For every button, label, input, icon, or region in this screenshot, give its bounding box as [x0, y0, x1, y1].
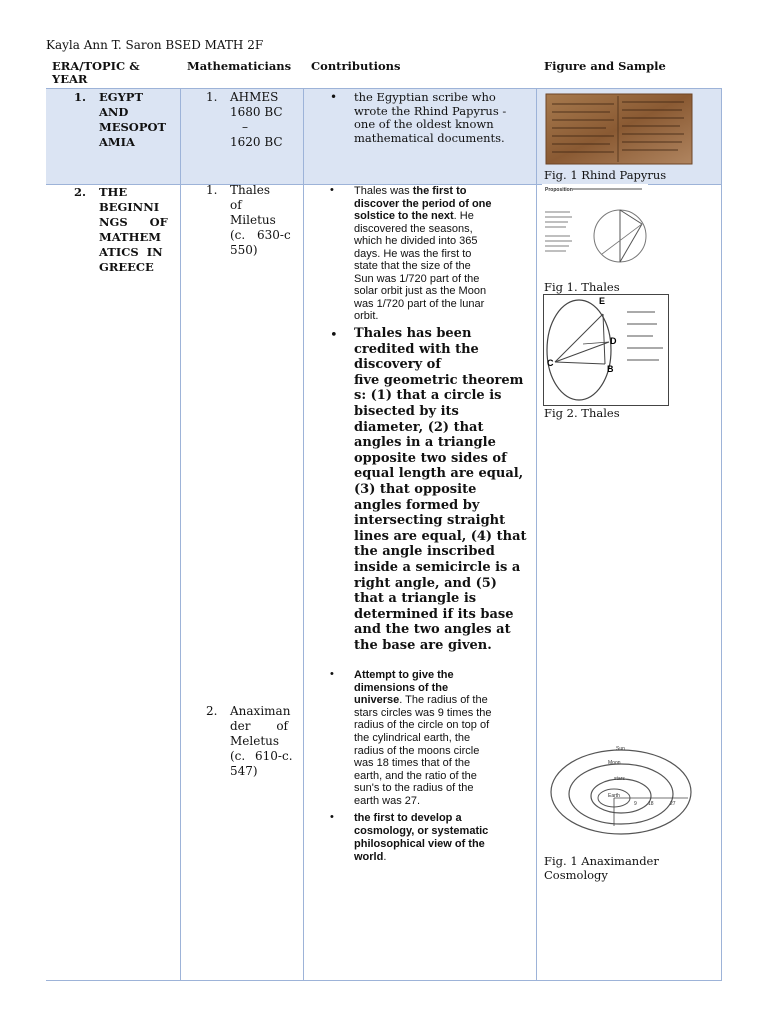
contribution-line: (3) that opposite [354, 481, 477, 497]
mathematician-line: 1620 BC [230, 135, 283, 149]
author-line: Kayla Ann T. Saron BSED MATH 2F [46, 38, 264, 52]
bold-text: philosophical view of the [354, 838, 485, 850]
contribution-line [354, 694, 534, 707]
mathematician-line: Miletus [230, 213, 276, 227]
text: radius of the circle on top of [354, 719, 490, 732]
era-line: ATICS IN [99, 245, 163, 259]
contribution-line: wrote the Rhind Papyrus - [354, 103, 507, 118]
contribution-line: five geometric theorem [354, 372, 524, 388]
diagram-label: 18 [648, 801, 654, 807]
contribution-line: one of the oldest known [354, 117, 494, 131]
mathematician-line: (c. 630-c [230, 228, 291, 242]
contribution-line [354, 235, 534, 248]
figure-caption: Fig. 1 Rhind Papyrus [544, 168, 667, 182]
text: stars circles was 9 times the [354, 706, 492, 719]
text: . The radius of the [399, 694, 488, 707]
text: Thales was [354, 185, 413, 197]
contribution-line: the Egyptian scribe who [354, 90, 496, 104]
contribution-line [354, 707, 534, 720]
row-2-contribution-3 [354, 669, 534, 808]
text: solar orbit just as the Moon [354, 285, 487, 297]
row-2-contribution-4 [354, 812, 534, 864]
contribution-line [354, 812, 534, 825]
mathematician-line: Meletus [230, 734, 280, 748]
list-number: 1. [206, 90, 218, 104]
header-mathematicians: Mathematicians [187, 59, 292, 73]
contribution-line: intersecting straight [354, 513, 506, 529]
bold-text: solstice to the next [354, 210, 454, 222]
anaximander-cosmology-diagram [548, 742, 694, 838]
contribution-line: the angle inscribed [354, 544, 495, 560]
era-line: MESOPOT [99, 120, 167, 134]
bold-text: cosmology, or systematic [354, 825, 489, 837]
diagram-label: stars [614, 776, 625, 782]
bullet-icon: • [330, 811, 334, 823]
contribution-line: lines are equal, (4) that [354, 528, 527, 544]
text: the cylindrical earth, the [354, 731, 471, 744]
text: . [383, 851, 387, 863]
diagram-label: 9 [634, 801, 637, 807]
diagram-label: 27 [670, 801, 676, 807]
mathematician-line: Thales of [230, 183, 270, 212]
row-2-contribution-2 [354, 326, 530, 653]
mathematician-line: 547) [230, 764, 258, 778]
table-border-top [46, 88, 722, 89]
rhind-papyrus-image [544, 90, 694, 170]
text: days. He was the first to [354, 247, 472, 260]
mathematician-line: 1680 BC [230, 105, 283, 119]
contribution-line [354, 310, 534, 323]
era-line: NGS OF [99, 215, 168, 229]
diagram-label: Sun [616, 746, 625, 752]
bold-text: dimensions of the [354, 681, 449, 694]
column-divider-1 [180, 88, 181, 980]
contribution-line: determined if its base [354, 606, 514, 622]
contribution-line [354, 198, 534, 211]
bold-text: the first to [412, 185, 467, 197]
contribution-line [354, 745, 534, 758]
contribution-line [354, 669, 534, 682]
row-1-number: 1. [74, 90, 87, 104]
contribution-line [354, 273, 534, 286]
contribution-line: s: (1) that a circle is [354, 388, 502, 404]
text: . He [453, 210, 474, 222]
list-number: 1. [206, 183, 218, 197]
bullet-icon: • [330, 90, 338, 104]
era-line: EGYPT [99, 90, 144, 104]
bold-text: the first to develop a [354, 812, 462, 824]
era-line: MATHEM [99, 230, 161, 244]
contribution-line [354, 795, 534, 808]
contribution-line [354, 838, 534, 851]
header-era-line2: YEAR [52, 72, 88, 86]
text: which he divided into 365 [354, 235, 478, 247]
caption-line: Fig. 1 Anaximander [544, 854, 659, 868]
header-figure: Figure and Sample [544, 59, 666, 73]
text: state that the size of the [354, 260, 471, 272]
contribution-line: Thales has been [354, 326, 472, 341]
text: was 18 times that of the [354, 757, 471, 770]
era-line: BEGINNI [99, 200, 160, 214]
mathematician-line: AHMES [230, 90, 279, 104]
diagram-label: Proposition [545, 187, 573, 193]
contribution-line: the base are given. [354, 637, 492, 653]
contribution-line [354, 260, 534, 273]
figure-caption: Fig 1. Thales [544, 280, 620, 294]
contribution-line [354, 248, 534, 261]
contribution-line [354, 285, 534, 298]
bullet-icon: • [330, 668, 334, 680]
era-line: THE [99, 185, 128, 199]
contribution-line: and the two angles at [354, 622, 511, 638]
contribution-line: inside a semicircle is a [354, 559, 521, 575]
contribution-line [354, 757, 534, 770]
bold-text: Attempt to give the [354, 669, 454, 681]
mathematician-line: (c. 610-c. [230, 749, 293, 763]
mathematician-line: Anaximan [230, 704, 291, 718]
mathematician-line: der of [230, 719, 288, 733]
diagram-label: Earth [608, 793, 620, 799]
contribution-line [354, 770, 534, 783]
list-number: 2. [206, 704, 218, 718]
diagram-label: Moon [608, 760, 621, 766]
contribution-line: angles in a triangle [354, 435, 496, 451]
text: earth, and the ratio of the [354, 769, 477, 782]
contribution-line [354, 825, 534, 838]
row-2-number: 2. [74, 185, 87, 199]
bold-text: world [354, 851, 384, 863]
point-label: D [610, 336, 617, 346]
thales-triangle-diagram [543, 294, 669, 406]
row-2-contribution-1 [354, 185, 534, 323]
header-era [52, 60, 140, 86]
era-line: AND [99, 105, 129, 119]
text: radius of the moons circle [354, 744, 480, 757]
contribution-line: angles formed by [354, 497, 480, 513]
mathematician-line: – [242, 120, 248, 134]
contribution-line: credited with the [354, 341, 479, 357]
table-border-right [721, 88, 722, 980]
point-label: C [547, 358, 554, 368]
text: was 1/720 part of the lunar [354, 297, 485, 310]
text: earth was 27. [354, 794, 421, 807]
thales-circle-diagram [542, 184, 648, 278]
text: orbit. [354, 310, 379, 322]
bullet-icon: • [330, 184, 334, 196]
header-era-line1: ERA/TOPIC & [52, 59, 140, 73]
contribution-line [354, 223, 534, 236]
text: Sun was 1/720 part of the [354, 272, 480, 285]
figure-caption: Fig 2. Thales [544, 406, 620, 420]
column-divider-3 [536, 88, 537, 980]
caption-line: Cosmology [544, 868, 608, 882]
contribution-line [354, 682, 534, 695]
text: discovered the seasons, [354, 222, 473, 235]
contribution-line: that a triangle is [354, 591, 477, 607]
mathematician-line: 550) [230, 243, 258, 257]
contribution-line [354, 185, 534, 198]
era-line: AMIA [99, 135, 135, 149]
table-border-bottom [46, 980, 722, 981]
contribution-line: discovery of [354, 357, 441, 373]
header-contributions: Contributions [311, 59, 401, 73]
bullet-icon: • [330, 328, 338, 343]
contribution-line [354, 719, 534, 732]
contribution-line: bisected by its [354, 403, 459, 419]
era-line: GREECE [99, 260, 154, 274]
contribution-line: equal length are equal, [354, 466, 524, 482]
bold-text: discover the period of one [354, 197, 492, 210]
column-divider-2 [303, 88, 304, 980]
contribution-line [354, 298, 534, 311]
contribution-line [354, 782, 534, 795]
row-1-contribution [354, 91, 530, 145]
contribution-line: opposite two sides of [354, 450, 507, 466]
point-label: E [599, 296, 606, 306]
figure-caption [544, 854, 659, 882]
text: sun's to the radius of the [354, 782, 474, 795]
contribution-line [354, 732, 534, 745]
contribution-line: mathematical documents. [354, 130, 505, 145]
contribution-line: diameter, (2) that [354, 419, 484, 435]
contribution-line [354, 851, 534, 864]
contribution-line [354, 210, 534, 223]
bold-text: universe [354, 694, 400, 707]
point-label: B [607, 364, 614, 374]
contribution-line: right angle, and (5) [354, 575, 497, 591]
